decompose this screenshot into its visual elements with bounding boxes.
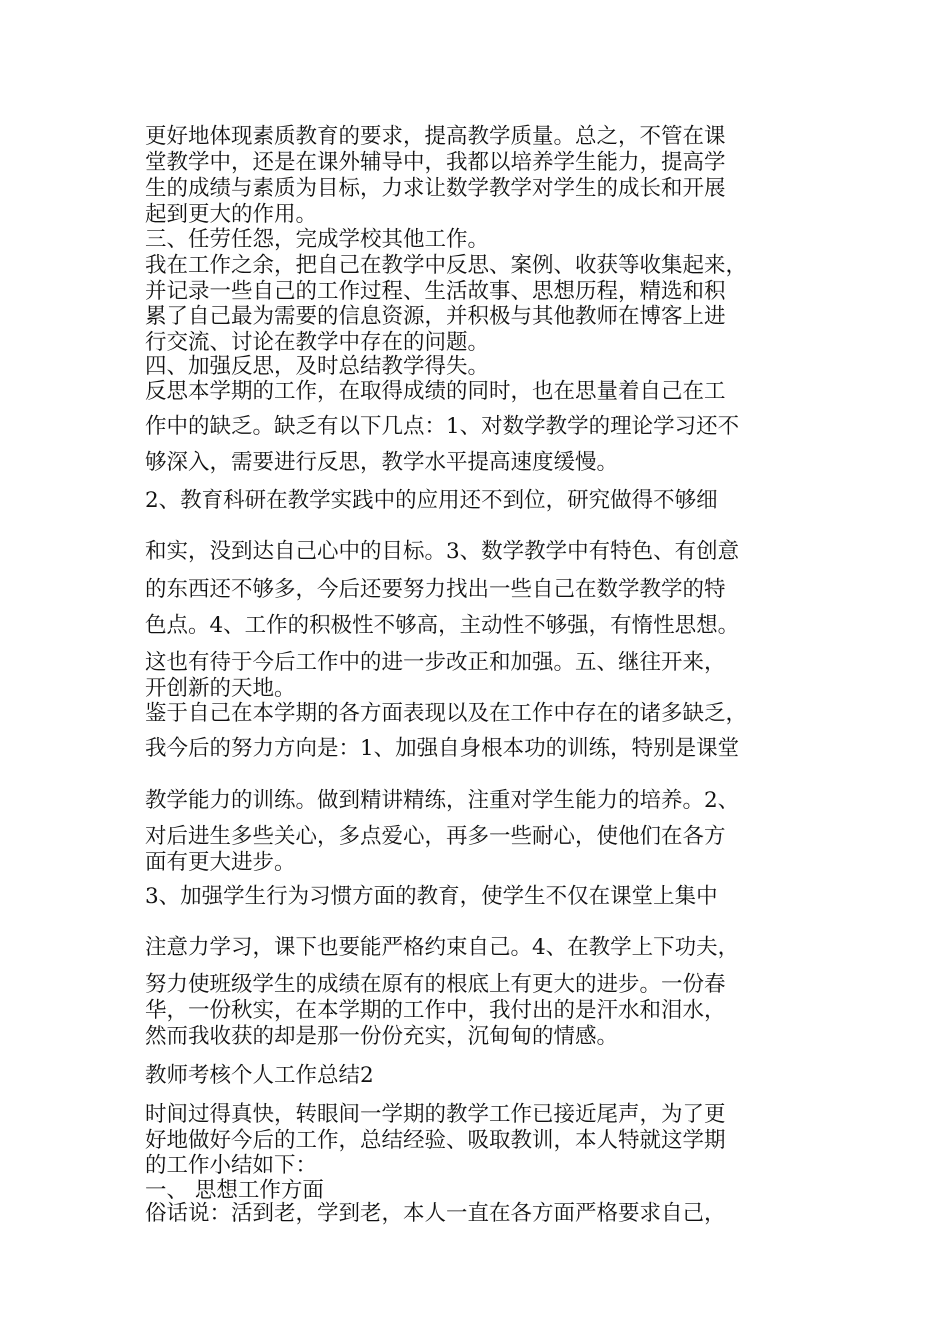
text-line: 时间过得真快，转眼间一学期的教学工作已接近尾声，为了更 <box>145 1102 726 1127</box>
text-line: 这也有待于今后工作中的进一步改正和加强。五、继往开来， <box>145 650 726 675</box>
text-line: 作中的缺乏。缺乏有以下几点：1、对数学教学的理论学习还不 <box>145 414 740 439</box>
text-line: 对后进生多些关心，多点爱心，再多一些耐心，使他们在各方 <box>145 824 726 849</box>
section-heading: 一、 思想工作方面 <box>145 1178 324 1203</box>
text-line: 努力使班级学生的成绩在原有的根底上有更大的进步。一份春 <box>145 972 726 997</box>
text-line: 教学能力的训练。做到精讲精练，注重对学生能力的培养。2、 <box>145 788 740 813</box>
text-line: 色点。4、工作的积极性不够高，主动性不够强，有惰性思想。 <box>145 613 740 638</box>
text-line: 起到更大的作用。 <box>145 202 318 227</box>
text-line: 反思本学期的工作，在取得成绩的同时，也在思量着自己在工 <box>145 379 726 404</box>
text-line: 华，一份秋实，在本学期的工作中，我付出的是汗水和泪水， <box>145 998 726 1023</box>
text-line: 面有更大进步。 <box>145 850 296 875</box>
text-line: 3、加强学生行为习惯方面的教育，使学生不仅在课堂上集中 <box>145 884 718 909</box>
text-line: 然而我收获的却是那一份份充实，沉甸甸的情感。 <box>145 1024 619 1049</box>
text-line: 鉴于自己在本学期的各方面表现以及在工作中存在的诸多缺乏， <box>145 701 748 726</box>
section-heading: 四、加强反思，及时总结教学得失。 <box>145 354 490 379</box>
text-line: 够深入，需要进行反思，教学水平提高速度缓慢。 <box>145 450 619 475</box>
text-line: 开创新的天地。 <box>145 676 296 701</box>
text-line: 2、教育科研在教学实践中的应用还不到位，研究做得不够细 <box>145 488 718 513</box>
text-line: 好地做好今后的工作，总结经验、吸取教训，本人特就这学期 <box>145 1128 726 1153</box>
text-line: 的工作小结如下： <box>145 1153 318 1178</box>
text-line: 累了自己最为需要的信息资源，并积极与其他教师在博客上进 <box>145 304 726 329</box>
text-line: 我在工作之余，把自己在教学中反思、案例、收获等收集起来， <box>145 253 748 278</box>
section-heading: 三、任劳任怨，完成学校其他工作。 <box>145 227 490 252</box>
text-line: 堂教学中，还是在课外辅导中，我都以培养学生能力，提高学 <box>145 150 726 175</box>
text-line: 的东西还不够多，今后还要努力找出一些自己在数学教学的特 <box>145 577 726 602</box>
text-line: 俗话说：活到老，学到老，本人一直在各方面严格要求自己， <box>145 1201 726 1226</box>
text-line: 更好地体现素质教育的要求，提高教学质量。总之，不管在课 <box>145 124 726 149</box>
text-line: 行交流、讨论在教学中存在的问题。 <box>145 330 490 355</box>
text-line: 和实，没到达自己心中的目标。3、数学教学中有特色、有创意 <box>145 539 740 564</box>
text-line: 生的成绩与素质为目标，力求让数学教学对学生的成长和开展 <box>145 176 726 201</box>
document-title: 教师考核个人工作总结2 <box>145 1063 374 1088</box>
text-line: 我今后的努力方向是：1、加强自身根本功的训练，特别是课堂 <box>145 736 740 761</box>
text-line: 注意力学习，课下也要能严格约束自己。4、在教学上下功夫， <box>145 935 740 960</box>
text-line: 并记录一些自己的工作过程、生活故事、思想历程，精选和积 <box>145 279 726 304</box>
